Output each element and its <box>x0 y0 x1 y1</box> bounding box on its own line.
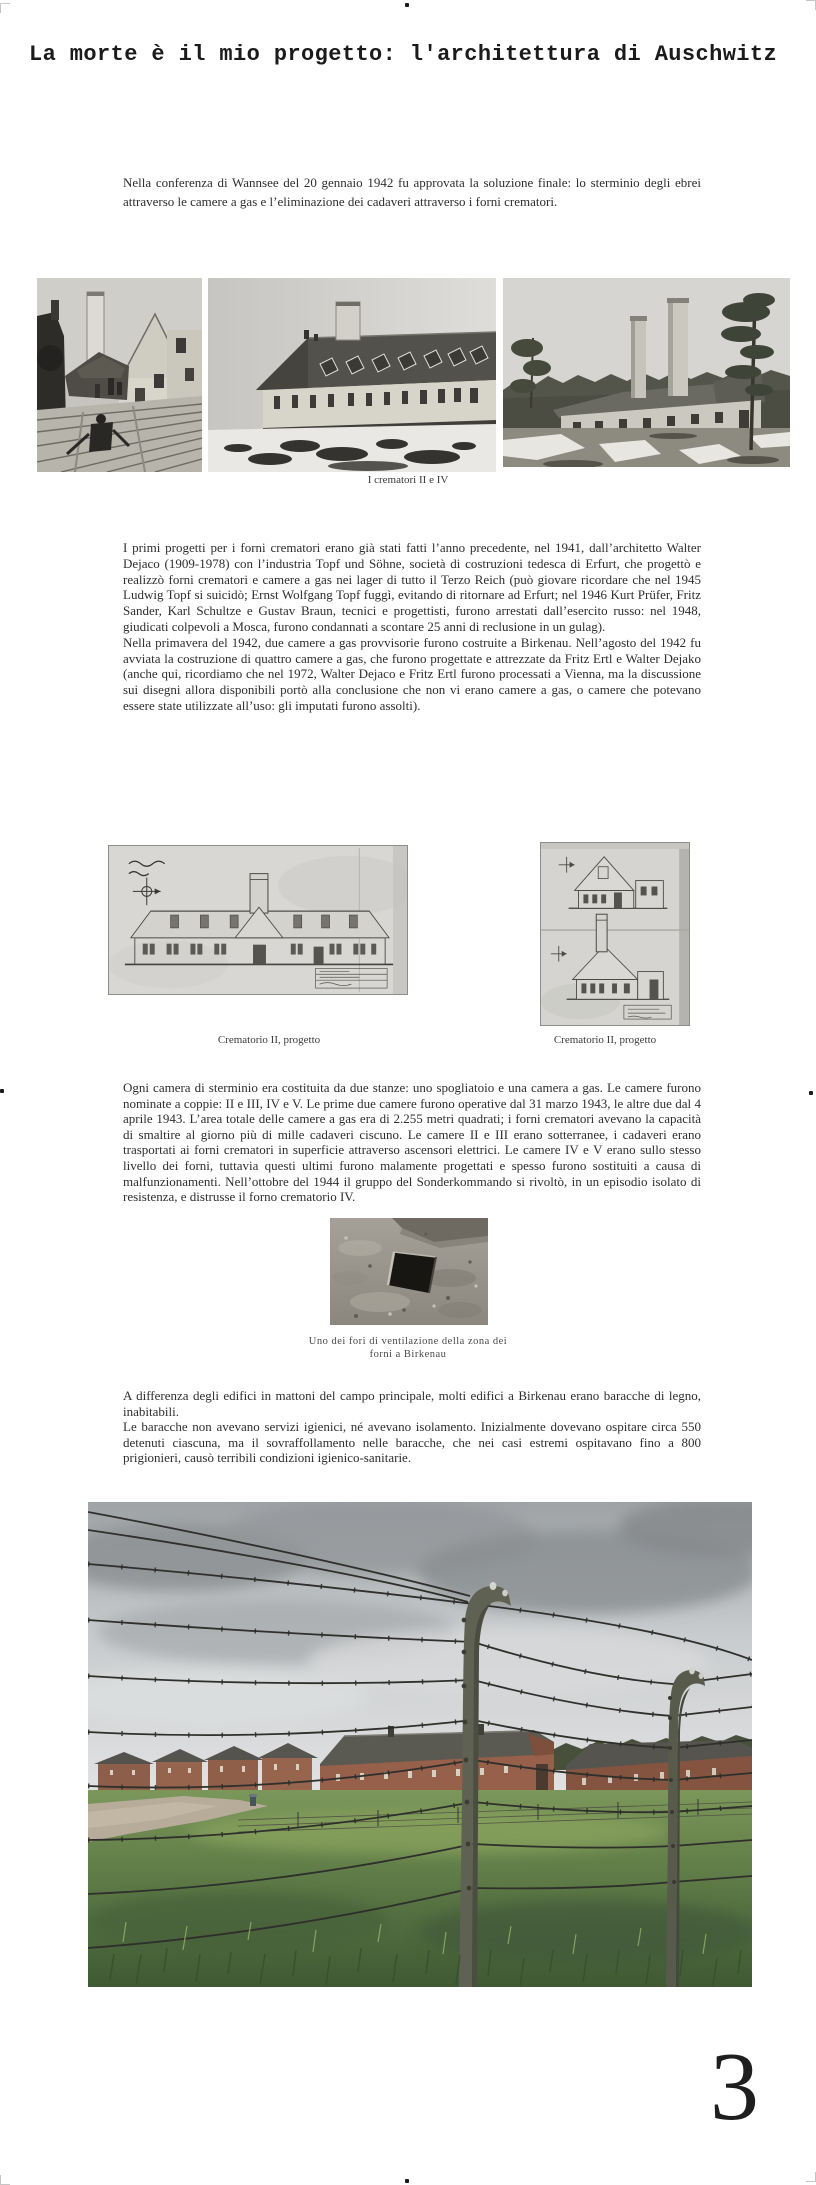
caption-ventilation-line1: Uno dei fori di ventilazione della zona dei <box>308 1336 508 1347</box>
crop-mark-bottom-right-icon <box>806 2172 816 2182</box>
registration-dot-right-icon <box>809 1091 813 1095</box>
history-paragraph-2: Nella primavera del 1942, due camere a gas provvisorie furono costruite a Birkenau. Nell’agosto del 1942 fu avviata la costruzione di quattro camere a gas, che furono progettate e attrezzate da Fritz Ertl e Walter Dejako (anche qui, ricordiamo che nel 1972, Walter Dejaco e Fritz Ertl furono processati a Vienna, ma la discussione sui disegni allora disponibili portò alla conclusione che non vi erano camere a gas, o camere che potevano essere state utilizzate all’uso: gli imputati furono assolti). <box>123 634 701 713</box>
crop-mark-top-right-icon <box>806 0 816 10</box>
caption-crematoria-photos: I crematori II e IV <box>367 474 449 486</box>
registration-dot-left-icon <box>0 1089 4 1093</box>
photo-barbed-wire-fence <box>88 1502 752 1987</box>
registration-dot-bottom-icon <box>405 2179 409 2183</box>
intro-paragraph <box>123 173 701 211</box>
intro-text: Nella conferenza di Wannsee del 20 gennaio 1942 fu approvata la soluzione finale: lo sterminio degli ebrei attraverso le camere a gas e l’eliminazione dei cadaveri attraverso i forni crematori. <box>123 175 701 209</box>
photo-crematorium-two-chimneys <box>503 278 790 467</box>
crop-mark-top-left-icon <box>0 3 10 13</box>
drawing-crematorium-elevation-wide <box>108 845 408 995</box>
history-paragraphs <box>123 540 701 714</box>
barracks-paragraph-2: Le baracche non avevano servizi igienici, né avevano isolamento. Inizialmente dovevano ospitare circa 550 detenuti ciascuna, ma il sovraffollamento nelle baracche, che nei casi estremi ospitavano fino a 800 prigionieri, causò terribili condizioni igienico-sanitarie. <box>123 1419 701 1466</box>
photo-crematorium-construction <box>37 278 202 472</box>
chambers-paragraph <box>123 1080 701 1205</box>
chambers-text: Ogni camera di sterminio era costituita da due stanze: uno spogliatoio e una camera a gas. Le camere furono nominate a coppie: II e III, IV e V. Le prime due camere furono operative dal 31 marzo 1943, le altre due dal 4 aprile 1943. L’area totale delle camere a gas era di 2.255 metri quadrati; i forni crematori avevano la capacità di smaltire al giorno più di mille cadaveri ciscuno. Le camere II e III erano sotterranee, i cadaveri erano trasportati ai forni crematori in superficie attraverso ascensori elettrici. Le camere IV e V erano sullo stesso livello dei forni, tuttavia questi ultimi furono malamente progettati e spesso furono sostituiti a causa di malfunzionamenti. Nell’ottobre del 1944 il gruppo del Sonderkommando si rivoltò, in un episodio isolato di resistenza, e distrusse il forno crematorio IV. <box>123 1080 701 1205</box>
history-paragraph-1: I primi progetti per i forni crematori erano già stati fatti l’anno precedente, nel 1941, dall’architetto Walter Dejaco (1909-1978) con l’industria Topf und Söhne, società di costruzioni tedesca di Erfurt, che progettò e realizzò forni crematori e camere a gas nei lager di tutto il Terzo Reich (può giovare ricordare che nel 1945 Ludwig Topf si suicidò; Ernst Wolfgang Topf fuggì, evitando di ritornare ad Erfurt; nel 1946 Kurt Prüfer, Fritz Sander, Karl Schultze e Gustav Braun, tecnici e progettisti, furono arrestati dall’esercito russo: nel 1948, giudicati colpevoli a Mosca, furono condannati a scontare 25 anni di reclusione in un gulag). <box>123 540 701 634</box>
caption-drawing-right: Crematorio II, progetto <box>553 1034 657 1046</box>
barracks-paragraph-1: A differenza degli edifici in mattoni del campo principale, molti edifici a Birkenau erano baracche di legno, inabitabili. <box>123 1388 701 1419</box>
barracks-paragraphs <box>123 1388 701 1466</box>
page-number: 3 <box>710 2033 759 2141</box>
photo-crematorium-snow <box>208 278 496 472</box>
caption-ventilation-photo <box>208 1336 608 1361</box>
caption-ventilation-line2: forni a Birkenau <box>369 1348 447 1360</box>
caption-drawing-left: Crematorio II, progetto <box>217 1034 321 1046</box>
registration-dot-top-icon <box>405 3 409 7</box>
photo-ventilation-hole <box>330 1218 488 1325</box>
page-title: La morte è il mio progetto: l'architettura di Auschwitz <box>29 42 778 67</box>
crop-mark-bottom-left-icon <box>0 2175 10 2185</box>
drawing-crematorium-elevation-sheet <box>540 842 690 1026</box>
